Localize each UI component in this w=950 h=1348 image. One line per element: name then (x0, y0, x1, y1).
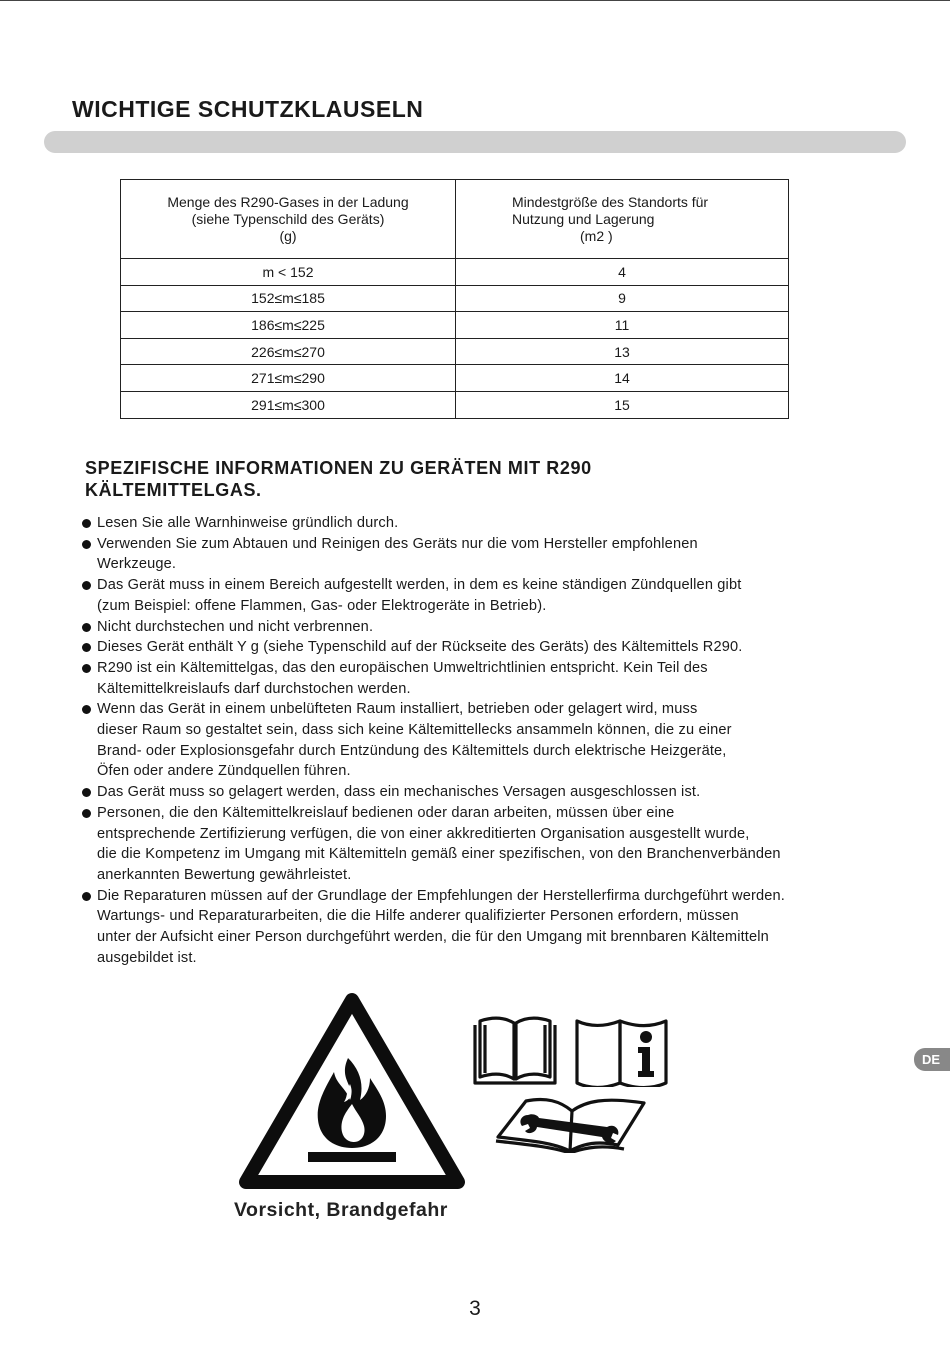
table-row (121, 285, 789, 312)
list-item (82, 658, 912, 699)
cell-charge: 291≤m≤300 (121, 391, 456, 418)
table-row (121, 365, 789, 392)
bullet-line: entsprechende Zertifizierung verfügen, die von einer akkreditierten Organisation ausgestellt wurde, (97, 825, 750, 842)
list-item (82, 513, 912, 534)
cell-area: 14 (456, 365, 789, 392)
bullet-line: Nicht durchstechen und nicht verbrennen. (97, 618, 374, 635)
list-item (82, 782, 912, 803)
table-row (121, 312, 789, 339)
header-gas-quantity-line: (g) (279, 227, 297, 244)
table-row (121, 259, 789, 286)
manual-book-icon (472, 1015, 558, 1087)
cell-charge: 186≤m≤225 (121, 312, 456, 339)
header-gas-quantity-line: (siehe Typenschild des Geräts) (191, 210, 385, 227)
bullet-line: Verwenden Sie zum Abtauen und Reinigen des Geräts nur die vom Hersteller empfohlenen (97, 535, 698, 552)
list-item (82, 617, 912, 638)
bullet-line: Das Gerät muss so gelagert werden, dass ein mechanisches Versagen ausgeschlossen ist. (97, 784, 701, 801)
section-subheading (85, 457, 592, 501)
bullet-line: anerkannten Bewertung gewährleistet. (97, 866, 352, 883)
header-min-area-line: Mindestgröße des Standorts für (512, 193, 709, 210)
header-min-area-line: Nutzung und Lagerung (512, 210, 655, 227)
bullet-line: Personen, die den Kältemittelkreislauf bedienen oder daran arbeiten, müssen über eine (97, 804, 675, 821)
list-item (82, 637, 912, 658)
cell-area: 9 (456, 285, 789, 312)
header-min-area (456, 180, 789, 259)
list-item (82, 803, 912, 886)
header-gas-quantity-line: Menge des R290-Gases in der Ladung (167, 193, 409, 210)
flammable-warning-icon (238, 992, 466, 1192)
header-gas-quantity (121, 180, 456, 259)
bullet-line: ausgebildet ist. (97, 949, 197, 966)
heading-underline-bar (44, 131, 906, 153)
list-item (82, 534, 912, 575)
bullet-line: Kältemittelkreislaufs darf durchstochen werden. (97, 680, 411, 697)
cell-area: 13 (456, 338, 789, 365)
cell-area: 11 (456, 312, 789, 339)
language-tab: DE (914, 1048, 950, 1071)
bullet-line: Wenn das Gerät in einem unbelüfteten Raum installiert, betrieben oder gelagert wird, muss (97, 701, 698, 718)
page-number: 3 (469, 1297, 481, 1320)
table-row (121, 391, 789, 418)
info-book-icon (574, 1015, 670, 1087)
bullet-line: Dieses Gerät enthält Y g (siehe Typenschild auf der Rückseite des Geräts) des Kältemittels R290. (97, 639, 743, 656)
list-item (82, 886, 912, 969)
bullet-line: (zum Beispiel: offene Flammen, Gas- oder Elektrogeräte in Betrieb). (97, 597, 547, 614)
table-row (121, 338, 789, 365)
list-item (82, 699, 912, 782)
page-heading: WICHTIGE SCHUTZKLAUSELN (72, 96, 424, 122)
bullet-line: Brand- oder Explosionsgefahr durch Entzündung des Kältemittels durch elektrische Heizgeräte, (97, 742, 727, 759)
cell-charge: 226≤m≤270 (121, 338, 456, 365)
bullet-line: Die Reparaturen müssen auf der Grundlage der Empfehlungen der Herstellerfirma durchgeführt werden. (97, 887, 785, 904)
cell-charge: 271≤m≤290 (121, 365, 456, 392)
header-min-area-unit: (m2 ) (580, 227, 613, 244)
subheading-line: KÄLTEMITTELGAS. (85, 480, 262, 500)
cell-charge: m < 152 (121, 259, 456, 286)
fire-warning-caption: Vorsicht, Brandgefahr (234, 1199, 448, 1221)
list-item (82, 575, 912, 616)
service-manual-icon (494, 1093, 650, 1153)
top-rule (0, 0, 950, 1)
bullet-line: unter der Aufsicht einer Person durchgeführt werden, die für den Umgang mit brennbaren Kältemitteln (97, 929, 769, 946)
bullet-line: Öfen oder andere Zündquellen führen. (97, 763, 351, 780)
subheading-line: SPEZIFISCHE INFORMATIONEN ZU GERÄTEN MIT R290 (85, 458, 592, 478)
refrigerant-area-table (120, 179, 789, 419)
cell-charge: 152≤m≤185 (121, 285, 456, 312)
safety-bullet-list (82, 513, 912, 968)
bullet-line: Das Gerät muss in einem Bereich aufgestellt werden, in dem es keine ständigen Zündquellen gibt (97, 577, 742, 594)
cell-area: 15 (456, 391, 789, 418)
bullet-line: dieser Raum so gestaltet sein, dass sich keine Kältemittellecks ansammeln können, die zu einer (97, 722, 732, 739)
bullet-line: Wartungs- und Reparaturarbeiten, die die Hilfe anderer qualifizierter Personen erfordern, müssen (97, 908, 739, 925)
table-header-row (121, 180, 789, 259)
cell-area: 4 (456, 259, 789, 286)
bullet-line: Werkzeuge. (97, 556, 177, 573)
bullet-line: die die Kompetenz im Umgang mit Kältemitteln gemäß einer spezifischen, von den Branchenverbänden (97, 846, 781, 863)
bullet-line: Lesen Sie alle Warnhinweise gründlich durch. (97, 515, 399, 531)
bullet-line: R290 ist ein Kältemittelgas, das den europäischen Umweltrichtlinien entspricht. Kein Teil des (97, 659, 708, 676)
